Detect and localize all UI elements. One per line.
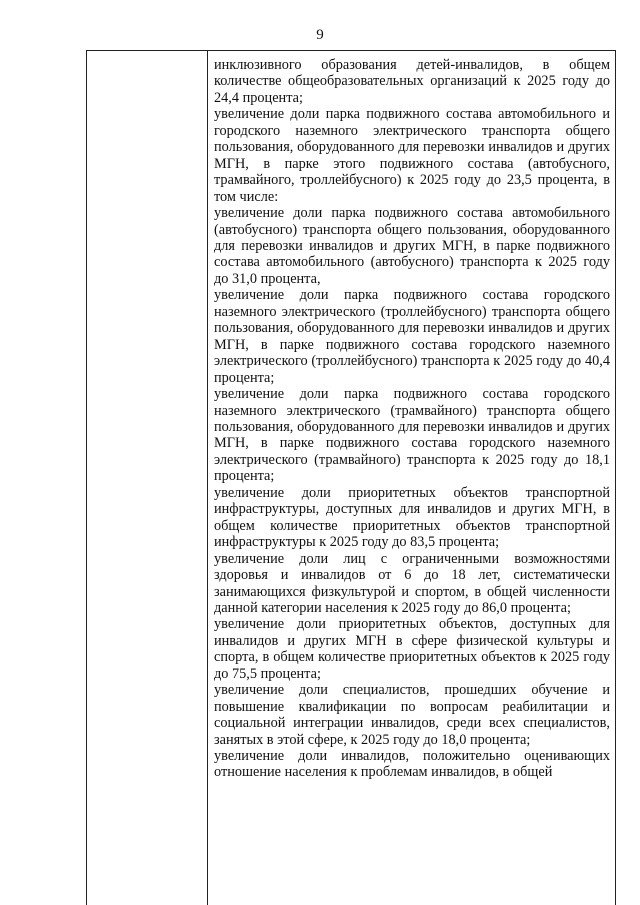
paragraph-specialist-training: увеличение доли специалистов, прошедших обучение и повышение квалификации по вопросам реабилитации и социальной интеграции инвалидов, среди всех специалистов, занятых в этой сфере, к 2025 году до 18,0 процента; [214, 682, 610, 748]
paragraph-inclusive-education: инклюзивного образования детей-инвалидов, в общем количестве общеобразовательных организаций к 2025 году до 24,4 процента; [214, 57, 610, 106]
paragraph-transport-infrastructure: увеличение доли приоритетных объектов транспортной инфраструктуры, доступных для инвалидов и других МГН, в общем количестве приоритетных объектов транспортной инфраструктуры к 2025 году до 83,5 процента; [214, 484, 610, 551]
paragraph-youth-sports: увеличение доли лиц с ограниченными возможностями здоровья и инвалидов от 6 до 18 лет, систематически занимающихся физкультурой и спортом, в общей численности данной категории населения к 2025 году до 86,0 процента; [214, 550, 610, 616]
table-right-cell [208, 51, 615, 905]
paragraph-bus-transport: увеличение доли парка подвижного состава автомобильного (автобусного) транспорта общего пользования, оборудованного для перевозки инвалидов и других МГН, в парке подвижного состава автомобильного (автобусного) транспорта к 2025 году до 31,0 процента, [214, 205, 610, 287]
paragraph-public-attitude: увеличение доли инвалидов, положительно оценивающих отношение населения к проблемам инвалидов, в общей [214, 748, 610, 781]
paragraph-transport-rolling-stock: увеличение доли парка подвижного состава автомобильного и городского наземного электрического транспорта общего пользования, оборудованного для перевозки инвалидов и других МГН, в парке этого подвижного состава (автобусного, трамвайного, троллейбусного) к 2025 году до 23,5 процента, в том числе: [214, 106, 610, 205]
document-table [86, 50, 616, 905]
page-number: 9 [316, 27, 324, 43]
paragraph-tram-transport: увеличение доли парка подвижного состава городского наземного электрического (трамвайного) транспорта общего пользования, оборудованного для перевозки инвалидов и других МГН, в парке подвижного состава городского наземного электрического (трамвайного) транспорта к 2025 году до 18,1 процента; [214, 386, 610, 485]
paragraph-sports-facilities: увеличение доли приоритетных объектов, доступных для инвалидов и других МГН в сфере физической культуры и спорта, в общем количестве приоритетных объектов к 2025 году до 75,5 процента; [214, 616, 610, 682]
paragraph-trolleybus-transport: увеличение доли парка подвижного состава городского наземного электрического (троллейбусного) транспорта общего пользования, оборудованного для перевозки инвалидов и других МГН, в парке подвижного состава городского наземного электрического (троллейбусного) транспорта к 2025 году до 40,4 процента; [214, 287, 610, 386]
table-left-cell [87, 51, 208, 905]
